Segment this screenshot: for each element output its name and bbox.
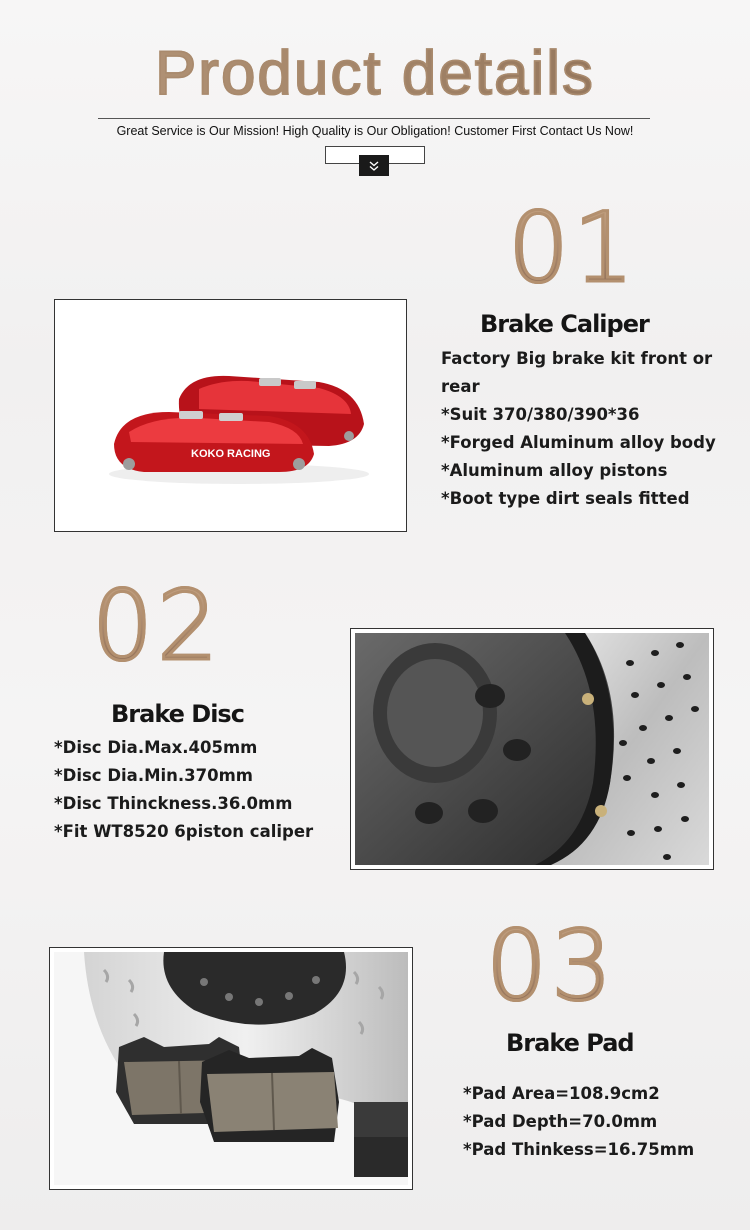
caliper-image [59,304,402,527]
pad-image-frame [49,947,413,1190]
spec-item: Factory Big brake kit front or [441,349,713,368]
slogan: Great Service is Our Mission! High Quality is Our Obligation! Customer First Contact Us Now! [116,124,634,138]
spec-item: *Pad Depth=70.0mm [463,1112,658,1131]
disc-image-frame [350,628,714,870]
section-number-02: 02 [92,570,223,682]
chevron-double-down-icon [367,159,381,173]
caliper-logo: KOKO RACING [191,448,271,460]
disc-spec-list [54,734,344,846]
spec-item: *Disc Thinckness.36.0mm [54,794,293,813]
spec-item: rear [441,377,480,396]
spec-item: *Disc Dia.Min.370mm [54,766,253,785]
spec-item: *Disc Dia.Max.405mm [54,738,258,757]
caliper-heading: Brake Caliper [480,310,649,338]
caliper-image-frame [54,299,407,532]
pad-heading: Brake Pad [506,1029,634,1057]
disc-image [355,633,709,865]
spec-item: *Forged Aluminum alloy body [441,433,716,452]
section-number-03: 03 [486,910,617,1022]
title-divider [98,118,650,119]
pad-spec-list [463,1080,743,1164]
page-title: Product details [0,38,750,109]
spec-item: *Suit 370/380/390*36 [441,405,640,424]
caliper-spec-list [441,345,741,513]
section-number-01: 01 [508,192,639,304]
disc-heading: Brake Disc [111,700,244,728]
spec-item: *Pad Thinkess=16.75mm [463,1140,695,1159]
pad-image [54,952,408,1185]
spec-item: *Fit WT8520 6piston caliper [54,822,314,841]
spec-item: *Aluminum alloy pistons [441,461,668,480]
spec-item: *Boot type dirt seals fitted [441,489,690,508]
spec-item: *Pad Area=108.9cm2 [463,1084,660,1103]
scroll-down-button[interactable] [359,155,389,176]
